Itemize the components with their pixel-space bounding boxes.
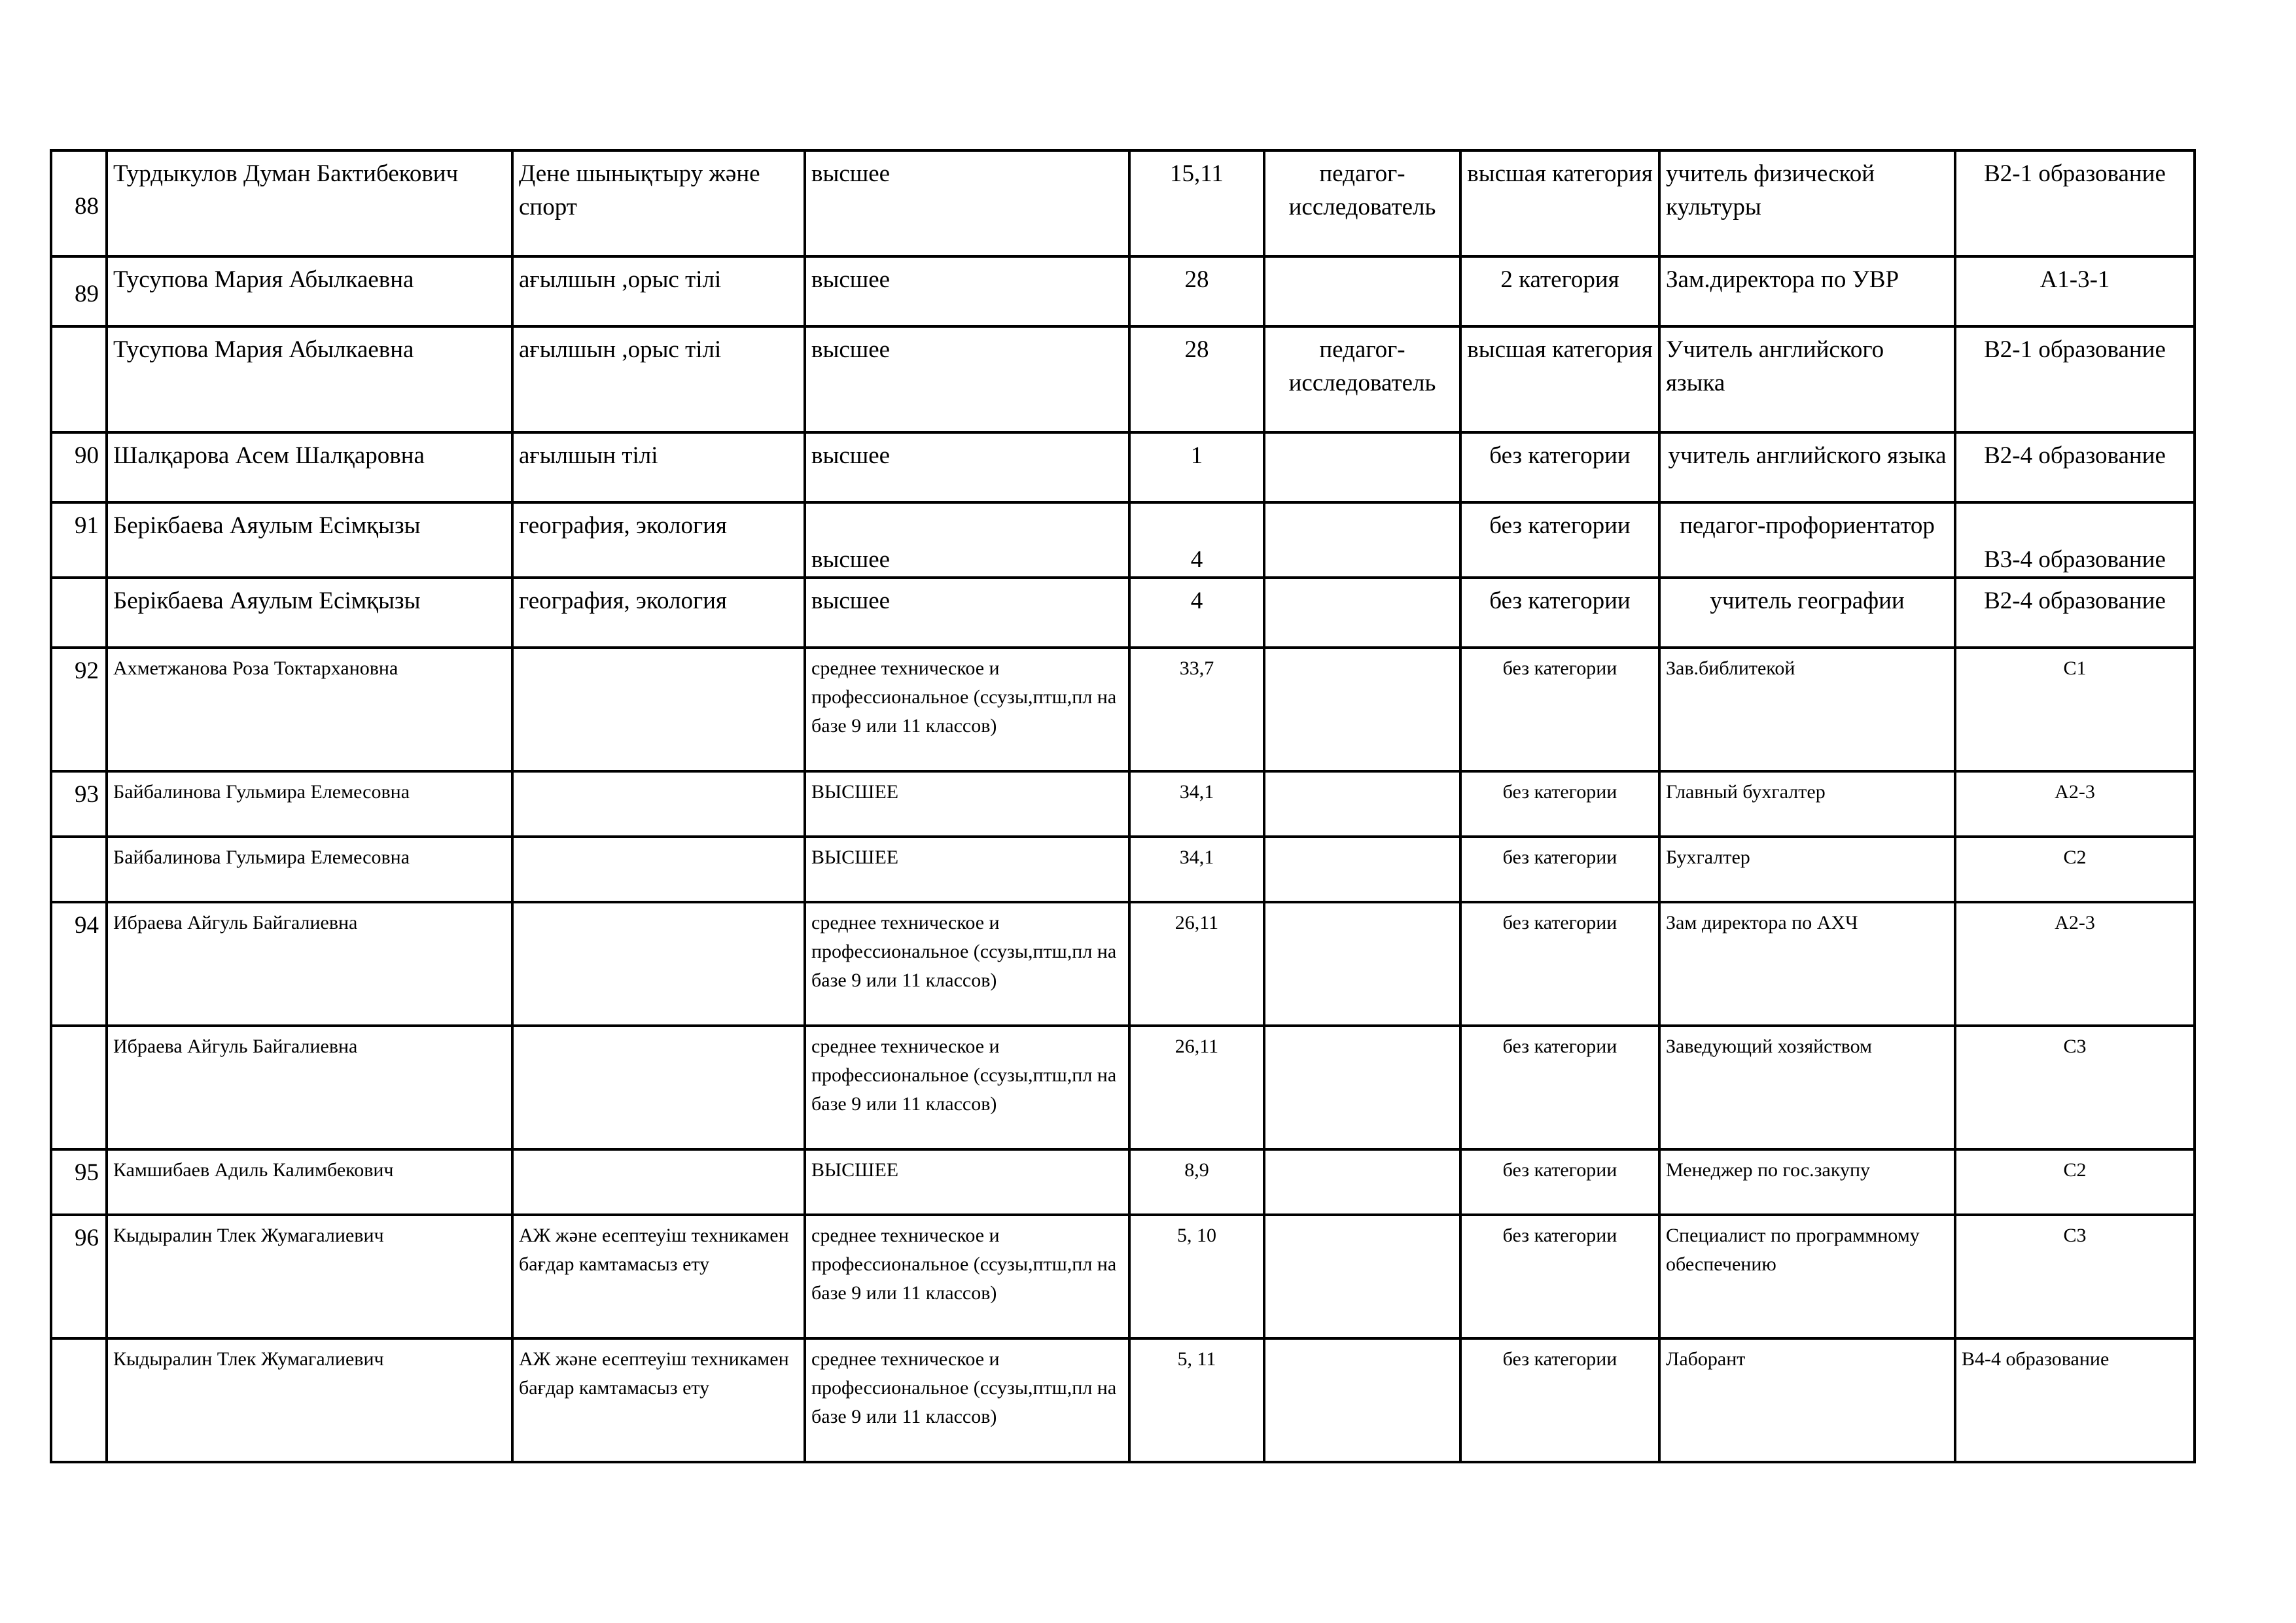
qualification: педагог-исследователь <box>1264 150 1460 256</box>
category: высшая категория <box>1460 326 1659 432</box>
education: высшее <box>805 326 1129 432</box>
education: ВЫСШЕЕ <box>805 771 1129 837</box>
education: высшее <box>805 502 1129 578</box>
position: Учитель английского языка <box>1659 326 1955 432</box>
employee-name: Тусупова Мария Абылкаевна <box>107 256 512 326</box>
education: среднее техническое и профессиональное (ссузы,птш,пл на базе 9 или 11 классов) <box>805 648 1129 771</box>
experience: 4 <box>1129 502 1264 578</box>
position: учитель физической культуры <box>1659 150 1955 256</box>
qualification <box>1264 578 1460 648</box>
qualification <box>1264 648 1460 771</box>
position: Главный бухгалтер <box>1659 771 1955 837</box>
employee-name: Ибраева Айгуль Байгалиевна <box>107 902 512 1026</box>
category: высшая категория <box>1460 150 1659 256</box>
experience: 34,1 <box>1129 771 1264 837</box>
experience: 5, 10 <box>1129 1215 1264 1338</box>
row-number: 95 <box>51 1149 107 1215</box>
position: Зам.директора по УВР <box>1659 256 1955 326</box>
employee-name: Берікбаева Аяулым Есімқызы <box>107 502 512 578</box>
table-row <box>51 1149 2195 1215</box>
specialty: ағылшын ,орыс тілі <box>512 256 805 326</box>
specialty <box>512 771 805 837</box>
specialty <box>512 837 805 902</box>
specialty <box>512 1149 805 1215</box>
specialty: ағылшын ,орыс тілі <box>512 326 805 432</box>
employee-name: Тусупова Мария Абылкаевна <box>107 326 512 432</box>
employee-name: Турдыкулов Думан Бактибекович <box>107 150 512 256</box>
qualification <box>1264 1026 1460 1149</box>
table-row <box>51 326 2195 432</box>
education: ВЫСШЕЕ <box>805 1149 1129 1215</box>
qualification <box>1264 771 1460 837</box>
grade: B2-1 образование <box>1955 326 2195 432</box>
position: учитель географии <box>1659 578 1955 648</box>
position: Лаборант <box>1659 1338 1955 1462</box>
education: среднее техническое и профессиональное (ссузы,птш,пл на базе 9 или 11 классов) <box>805 1215 1129 1338</box>
education: среднее техническое и профессиональное (ссузы,птш,пл на базе 9 или 11 классов) <box>805 1026 1129 1149</box>
category: без категории <box>1460 1215 1659 1338</box>
row-number <box>51 837 107 902</box>
experience: 33,7 <box>1129 648 1264 771</box>
category: без категории <box>1460 1149 1659 1215</box>
table-row <box>51 902 2195 1026</box>
position: учитель английского языка <box>1659 432 1955 502</box>
qualification <box>1264 256 1460 326</box>
employee-name: Кыдыралин Тлек Жумагалиевич <box>107 1215 512 1338</box>
qualification <box>1264 1215 1460 1338</box>
qualification <box>1264 1149 1460 1215</box>
row-number: 96 <box>51 1215 107 1338</box>
table-row <box>51 1215 2195 1338</box>
grade: C3 <box>1955 1026 2195 1149</box>
grade: B2-4 образование <box>1955 578 2195 648</box>
experience: 26,11 <box>1129 1026 1264 1149</box>
row-number: 88 <box>51 150 107 256</box>
qualification: педагог-исследователь <box>1264 326 1460 432</box>
table-row <box>51 837 2195 902</box>
education: высшее <box>805 432 1129 502</box>
experience: 26,11 <box>1129 902 1264 1026</box>
grade: C2 <box>1955 837 2195 902</box>
category: без категории <box>1460 1026 1659 1149</box>
employee-name: Байбалинова Гульмира Елемесовна <box>107 837 512 902</box>
experience: 15,11 <box>1129 150 1264 256</box>
table-row <box>51 502 2195 578</box>
row-number: 90 <box>51 432 107 502</box>
qualification <box>1264 902 1460 1026</box>
grade: C1 <box>1955 648 2195 771</box>
grade: B4-4 образование <box>1955 1338 2195 1462</box>
table-row <box>51 578 2195 648</box>
table-row <box>51 1338 2195 1462</box>
table-row <box>51 771 2195 837</box>
education: высшее <box>805 578 1129 648</box>
position: Зам директора по АХЧ <box>1659 902 1955 1026</box>
education: высшее <box>805 150 1129 256</box>
grade: B2-1 образование <box>1955 150 2195 256</box>
specialty <box>512 1026 805 1149</box>
category: без категории <box>1460 1338 1659 1462</box>
category: без категории <box>1460 837 1659 902</box>
table-row <box>51 1026 2195 1149</box>
position: Бухгалтер <box>1659 837 1955 902</box>
category: без категории <box>1460 648 1659 771</box>
experience: 4 <box>1129 578 1264 648</box>
staff-table <box>50 149 2196 1463</box>
category: без категории <box>1460 502 1659 578</box>
table-row <box>51 648 2195 771</box>
employee-name: Ибраева Айгуль Байгалиевна <box>107 1026 512 1149</box>
specialty <box>512 902 805 1026</box>
education: высшее <box>805 256 1129 326</box>
specialty: АЖ және есептеуіш техникамен бағдар камтамасыз ету <box>512 1215 805 1338</box>
qualification <box>1264 432 1460 502</box>
education: ВЫСШЕЕ <box>805 837 1129 902</box>
grade: C3 <box>1955 1215 2195 1338</box>
category: 2 категория <box>1460 256 1659 326</box>
row-number <box>51 1338 107 1462</box>
specialty: география, экология <box>512 578 805 648</box>
category: без категории <box>1460 902 1659 1026</box>
position: Зав.библитекой <box>1659 648 1955 771</box>
row-number: 89 <box>51 256 107 326</box>
position: Заведующий хозяйством <box>1659 1026 1955 1149</box>
employee-name: Берікбаева Аяулым Есімқызы <box>107 578 512 648</box>
education: среднее техническое и профессиональное (ссузы,птш,пл на базе 9 или 11 классов) <box>805 902 1129 1026</box>
experience: 28 <box>1129 256 1264 326</box>
grade: A2-3 <box>1955 771 2195 837</box>
employee-name: Байбалинова Гульмира Елемесовна <box>107 771 512 837</box>
specialty: ағылшын тілі <box>512 432 805 502</box>
specialty: АЖ және есептеуіш техникамен бағдар камтамасыз ету <box>512 1338 805 1462</box>
experience: 34,1 <box>1129 837 1264 902</box>
specialty: география, экология <box>512 502 805 578</box>
experience: 8,9 <box>1129 1149 1264 1215</box>
row-number <box>51 1026 107 1149</box>
grade: B2-4 образование <box>1955 432 2195 502</box>
grade: B3-4 образование <box>1955 502 2195 578</box>
experience: 1 <box>1129 432 1264 502</box>
position: Специалист по программному обеспечению <box>1659 1215 1955 1338</box>
row-number: 91 <box>51 502 107 578</box>
specialty: Дене шынықтыру және спорт <box>512 150 805 256</box>
experience: 5, 11 <box>1129 1338 1264 1462</box>
table-row <box>51 256 2195 326</box>
row-number <box>51 326 107 432</box>
table-row <box>51 432 2195 502</box>
table-row <box>51 150 2195 256</box>
employee-name: Ахметжанова Роза Токтархановна <box>107 648 512 771</box>
experience: 28 <box>1129 326 1264 432</box>
row-number: 92 <box>51 648 107 771</box>
employee-name: Шалқарова Асем Шалқаровна <box>107 432 512 502</box>
row-number: 94 <box>51 902 107 1026</box>
category: без категории <box>1460 578 1659 648</box>
row-number <box>51 578 107 648</box>
position: Менеджер по гос.закупу <box>1659 1149 1955 1215</box>
employee-name: Кыдыралин Тлек Жумагалиевич <box>107 1338 512 1462</box>
qualification <box>1264 837 1460 902</box>
grade: C2 <box>1955 1149 2195 1215</box>
grade: A1-3-1 <box>1955 256 2195 326</box>
position: педагог-профориентатор <box>1659 502 1955 578</box>
category: без категории <box>1460 432 1659 502</box>
education: среднее техническое и профессиональное (ссузы,птш,пл на базе 9 или 11 классов) <box>805 1338 1129 1462</box>
qualification <box>1264 502 1460 578</box>
specialty <box>512 648 805 771</box>
grade: A2-3 <box>1955 902 2195 1026</box>
row-number: 93 <box>51 771 107 837</box>
category: без категории <box>1460 771 1659 837</box>
qualification <box>1264 1338 1460 1462</box>
employee-name: Камшибаев Адиль Калимбекович <box>107 1149 512 1215</box>
